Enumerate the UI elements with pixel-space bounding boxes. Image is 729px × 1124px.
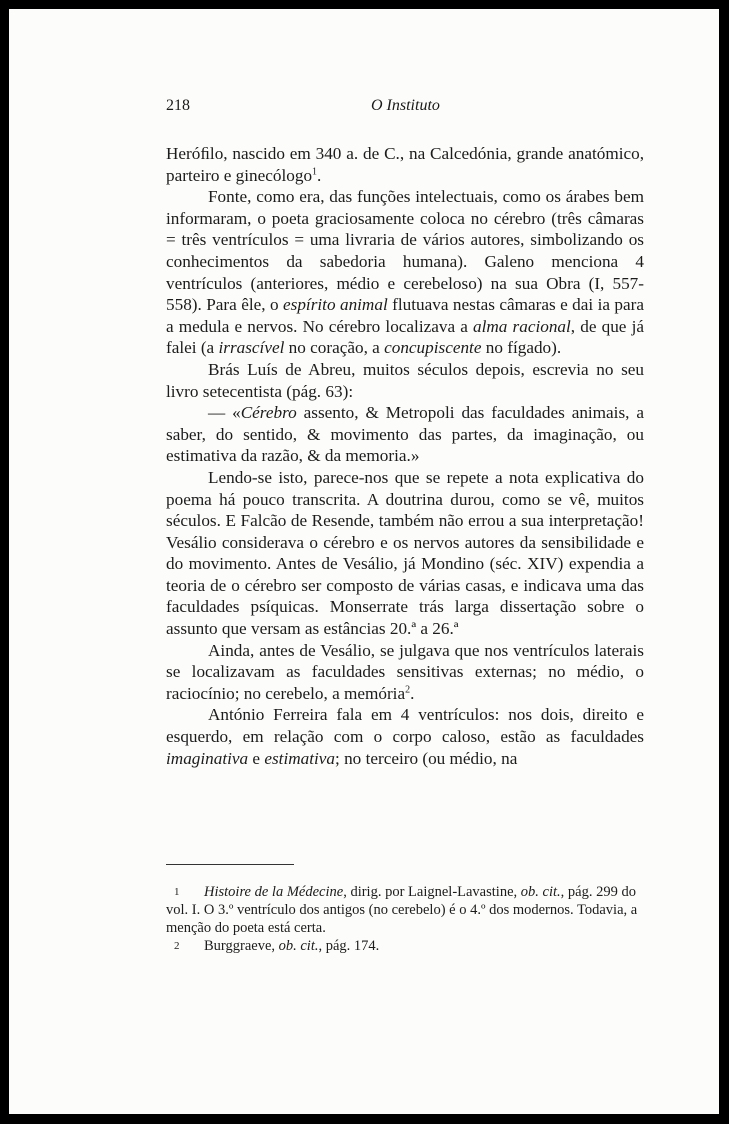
paragraph-2-text-b: flutuava nestas câmaras e dai ia para a medula e nervos. No cérebro localizava a <box>166 295 644 336</box>
footnote-ref-1: 1 <box>312 165 318 177</box>
paragraph-2-text-a: Fonte, como era, das funções intelectuais, como os árabes bem informaram, o poeta graciosamente coloca no cérebro (três câmaras = três ventrículos = uma livraria de vários autores, simbolizando os conhecimentos da sabedoria humana). Galeno menciona 4 ventrículos (anteriores, médio e cerebeloso) na sua Obra (I, 557-558). Para êle, o <box>166 187 644 315</box>
paragraph-2 <box>166 186 644 359</box>
footnote-separator <box>166 864 294 865</box>
paragraph-6-text: Ainda, antes de Vesálio, se julgava que nos ventrículos laterais se localizavam as faculdades sensitivas externas; no médio, o raciocínio; no cerebelo, a memória <box>166 640 644 703</box>
paragraph-2-italic-1: espírito animal <box>283 295 388 315</box>
quotation <box>166 402 644 467</box>
footnotes <box>166 883 648 955</box>
quotation-text: assento, & Metropoli das faculdades animais, a saber, do sentido, & movimento das partes, da imaginação, ou estimativa da razão, & da memoria.» <box>166 403 644 466</box>
quotation-open: — « <box>208 403 241 423</box>
footnote-1-italic-1: Histoire de la Médecine <box>204 884 344 900</box>
paragraph-2-italic-3: irrascível <box>218 338 285 358</box>
quotation-italic: Cérebro <box>240 403 297 423</box>
paragraph-1 <box>166 143 644 186</box>
paragraph-6-end: . <box>410 683 415 703</box>
paragraph-7-italic-2: estimativa <box>264 748 336 768</box>
page-number: 218 <box>166 97 190 114</box>
footnote-2-mark: 2 <box>174 940 180 952</box>
paragraph-2-text-e: no fígado). <box>481 338 562 358</box>
footnote-2-text-b: , pág. 174. <box>318 938 380 954</box>
paragraph-2-text-d: no coração, a <box>284 338 385 358</box>
footnote-1-text-b: , pág. 299 do vol. I. O 3.º ventrículo dos antigos (no cerebelo) é o 4.º dos modernos. Todavia, a menção do poeta está certa. <box>166 884 638 936</box>
paragraph-2-text-c: , de que já falei (a <box>166 316 644 358</box>
footnote-2-text-a: Burggraeve, <box>204 938 279 954</box>
paragraph-3: Brás Luís de Abreu, muitos séculos depois, escrevia no seu livro setecentista (pág. 63): <box>166 359 644 401</box>
footnote-1-italic-2: ob. cit. <box>520 884 561 900</box>
body-text <box>166 143 644 769</box>
running-title: O Instituto <box>371 97 440 114</box>
footnote-2 <box>166 937 648 955</box>
paragraph-7-italic-1: imaginativa <box>166 748 249 768</box>
paragraph-7 <box>166 704 644 769</box>
paragraph-2-italic-2: alma racional <box>473 316 571 336</box>
footnote-ref-2: 2 <box>405 684 411 696</box>
paragraph-1-end: . <box>317 165 322 185</box>
paragraph-2-italic-4: concupiscente <box>384 338 482 358</box>
paragraph-1-text: Heróﬁlo, nascido em 340 a. de C., na Calcedónia, grande anatómico, parteiro e ginecólogo <box>166 144 644 185</box>
footnote-1-text-a: , dirig. por Laignel-Lavastine, <box>343 884 521 900</box>
footnote-1-mark: 1 <box>174 886 180 898</box>
paragraph-7-text-c: ; no terceiro (ou médio, na <box>335 748 518 768</box>
paragraph-6 <box>166 640 644 705</box>
footnote-2-italic: ob. cit. <box>278 938 319 954</box>
paragraph-7-text-b: e <box>248 748 265 768</box>
footnote-1 <box>166 883 648 937</box>
book-page <box>9 9 719 1114</box>
page-header <box>9 97 719 123</box>
paragraph-5: Lendo-se isto, parece-nos que se repete a nota explicativa do poema há pouco transcrita. A doutrina durou, como se vê, muitos séculos. E Falcão de Resende, também não errou a sua interpretação! Vesálio considerava o cérebro e os nervos autores da sensibilidade e do movimento. Antes de Vesálio, já Mondino (séc. XIV) expendia a teoria de o cérebro ser composto de várias casas, e indicava uma das faculdades psíquicas. Monserrate trás larga dissertação sobre o assunto que versam as estâncias 20.ª a 26.ª <box>166 467 644 639</box>
paragraph-7-text-a: António Ferreira fala em 4 ventrículos: nos dois, direito e esquerdo, em relação com o corpo caloso, estão as faculdades <box>166 705 644 747</box>
